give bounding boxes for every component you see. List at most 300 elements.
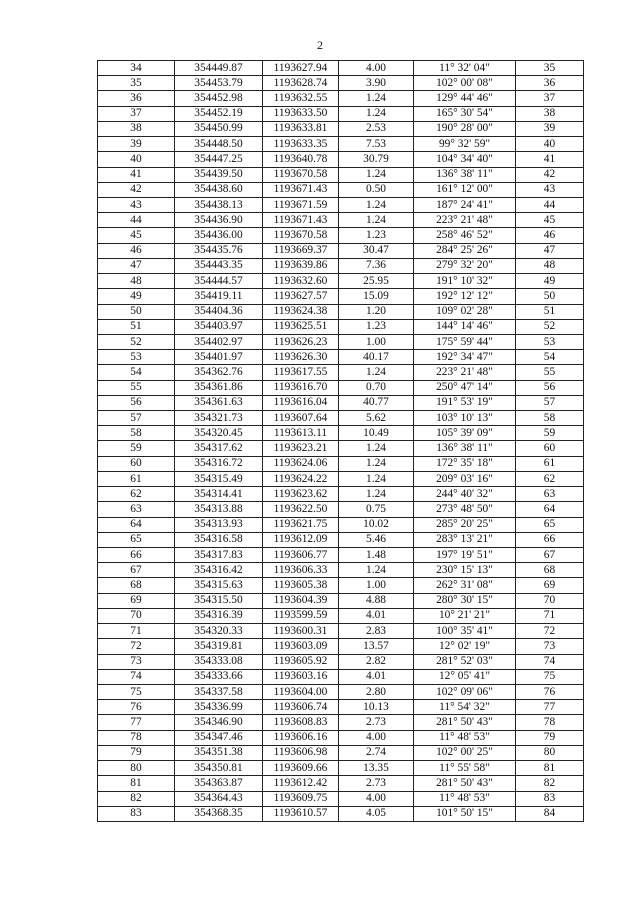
distance-cell: 1.20 <box>339 304 414 319</box>
distance-cell: 2.53 <box>339 121 414 136</box>
y-coordinate-cell: 1193609.75 <box>263 791 339 806</box>
next-point-cell: 48 <box>516 258 584 273</box>
bearing-cell: 12° 02' 19" <box>414 639 516 654</box>
table-row <box>98 471 584 486</box>
point-number-cell: 76 <box>98 700 175 715</box>
x-coordinate-cell: 354333.66 <box>175 669 263 684</box>
x-coordinate-cell: 354321.73 <box>175 411 263 426</box>
x-coordinate-cell: 354347.46 <box>175 730 263 745</box>
y-coordinate-cell: 1193616.70 <box>263 380 339 395</box>
distance-cell: 30.79 <box>339 152 414 167</box>
point-number-cell: 44 <box>98 213 175 228</box>
point-number-cell: 59 <box>98 441 175 456</box>
bearing-cell: 11° 55' 58" <box>414 761 516 776</box>
distance-cell: 4.88 <box>339 593 414 608</box>
bearing-cell: 165° 30' 54" <box>414 106 516 121</box>
table-row <box>98 274 584 289</box>
distance-cell: 10.49 <box>339 426 414 441</box>
y-coordinate-cell: 1193606.16 <box>263 730 339 745</box>
x-coordinate-cell: 354337.58 <box>175 684 263 699</box>
bearing-cell: 129° 44' 46" <box>414 91 516 106</box>
y-coordinate-cell: 1193626.30 <box>263 350 339 365</box>
y-coordinate-cell: 1193669.37 <box>263 243 339 258</box>
point-number-cell: 34 <box>98 61 175 76</box>
table-row <box>98 365 584 380</box>
x-coordinate-cell: 354316.42 <box>175 563 263 578</box>
table-row <box>98 776 584 791</box>
bearing-cell: 172° 35' 18" <box>414 456 516 471</box>
point-number-cell: 66 <box>98 548 175 563</box>
table-row <box>98 608 584 623</box>
bearing-cell: 223° 21' 48" <box>414 213 516 228</box>
next-point-cell: 38 <box>516 106 584 121</box>
next-point-cell: 44 <box>516 197 584 212</box>
point-number-cell: 45 <box>98 228 175 243</box>
y-coordinate-cell: 1193670.58 <box>263 167 339 182</box>
point-number-cell: 82 <box>98 791 175 806</box>
x-coordinate-cell: 354452.98 <box>175 91 263 106</box>
distance-cell: 2.80 <box>339 684 414 699</box>
point-number-cell: 65 <box>98 532 175 547</box>
y-coordinate-cell: 1193617.55 <box>263 365 339 380</box>
bearing-cell: 192° 12' 12" <box>414 289 516 304</box>
next-point-cell: 61 <box>516 456 584 471</box>
distance-cell: 40.77 <box>339 395 414 410</box>
table-row <box>98 669 584 684</box>
table-row <box>98 411 584 426</box>
distance-cell: 25.95 <box>339 274 414 289</box>
x-coordinate-cell: 354313.88 <box>175 502 263 517</box>
next-point-cell: 46 <box>516 228 584 243</box>
y-coordinate-cell: 1193640.78 <box>263 152 339 167</box>
table-row <box>98 350 584 365</box>
x-coordinate-cell: 354351.38 <box>175 745 263 760</box>
table-row <box>98 700 584 715</box>
point-number-cell: 74 <box>98 669 175 684</box>
distance-cell: 4.01 <box>339 669 414 684</box>
y-coordinate-cell: 1193606.74 <box>263 700 339 715</box>
next-point-cell: 66 <box>516 532 584 547</box>
table-row <box>98 487 584 502</box>
x-coordinate-cell: 354368.35 <box>175 806 263 821</box>
bearing-cell: 136° 38' 11" <box>414 441 516 456</box>
x-coordinate-cell: 354361.63 <box>175 395 263 410</box>
point-number-cell: 47 <box>98 258 175 273</box>
point-number-cell: 58 <box>98 426 175 441</box>
y-coordinate-cell: 1193603.16 <box>263 669 339 684</box>
bearing-cell: 283° 13' 21" <box>414 532 516 547</box>
point-number-cell: 50 <box>98 304 175 319</box>
bearing-cell: 281° 50' 43" <box>414 715 516 730</box>
table-row <box>98 395 584 410</box>
y-coordinate-cell: 1193622.50 <box>263 502 339 517</box>
point-number-cell: 42 <box>98 182 175 197</box>
distance-cell: 1.24 <box>339 471 414 486</box>
point-number-cell: 67 <box>98 563 175 578</box>
y-coordinate-cell: 1193632.60 <box>263 274 339 289</box>
table-row <box>98 91 584 106</box>
y-coordinate-cell: 1193624.22 <box>263 471 339 486</box>
bearing-cell: 258° 46' 52" <box>414 228 516 243</box>
x-coordinate-cell: 354401.97 <box>175 350 263 365</box>
bearing-cell: 190° 28' 00" <box>414 121 516 136</box>
x-coordinate-cell: 354361.86 <box>175 380 263 395</box>
x-coordinate-cell: 354438.60 <box>175 182 263 197</box>
point-number-cell: 35 <box>98 76 175 91</box>
bearing-cell: 191° 10' 32" <box>414 274 516 289</box>
point-number-cell: 60 <box>98 456 175 471</box>
x-coordinate-cell: 354316.72 <box>175 456 263 471</box>
distance-cell: 15.09 <box>339 289 414 304</box>
table-row <box>98 548 584 563</box>
bearing-cell: 223° 21' 48" <box>414 365 516 380</box>
table-row <box>98 715 584 730</box>
point-number-cell: 51 <box>98 319 175 334</box>
point-number-cell: 48 <box>98 274 175 289</box>
y-coordinate-cell: 1193633.35 <box>263 137 339 152</box>
y-coordinate-cell: 1193612.42 <box>263 776 339 791</box>
point-number-cell: 54 <box>98 365 175 380</box>
x-coordinate-cell: 354363.87 <box>175 776 263 791</box>
next-point-cell: 60 <box>516 441 584 456</box>
distance-cell: 1.24 <box>339 106 414 121</box>
next-point-cell: 68 <box>516 563 584 578</box>
y-coordinate-cell: 1193616.04 <box>263 395 339 410</box>
x-coordinate-cell: 354364.43 <box>175 791 263 806</box>
table-row <box>98 334 584 349</box>
next-point-cell: 70 <box>516 593 584 608</box>
table-row <box>98 304 584 319</box>
y-coordinate-cell: 1193610.57 <box>263 806 339 821</box>
bearing-cell: 136° 38' 11" <box>414 167 516 182</box>
x-coordinate-cell: 354336.99 <box>175 700 263 715</box>
next-point-cell: 43 <box>516 182 584 197</box>
next-point-cell: 42 <box>516 167 584 182</box>
table-row <box>98 76 584 91</box>
next-point-cell: 50 <box>516 289 584 304</box>
y-coordinate-cell: 1193633.81 <box>263 121 339 136</box>
y-coordinate-cell: 1193604.39 <box>263 593 339 608</box>
x-coordinate-cell: 354444.57 <box>175 274 263 289</box>
table-row <box>98 654 584 669</box>
next-point-cell: 35 <box>516 61 584 76</box>
y-coordinate-cell: 1193639.86 <box>263 258 339 273</box>
y-coordinate-cell: 1193632.55 <box>263 91 339 106</box>
table-row <box>98 639 584 654</box>
table-row <box>98 624 584 639</box>
x-coordinate-cell: 354346.90 <box>175 715 263 730</box>
bearing-cell: 209° 03' 16" <box>414 471 516 486</box>
next-point-cell: 79 <box>516 730 584 745</box>
next-point-cell: 36 <box>516 76 584 91</box>
table-row <box>98 182 584 197</box>
point-number-cell: 78 <box>98 730 175 745</box>
next-point-cell: 76 <box>516 684 584 699</box>
x-coordinate-cell: 354447.25 <box>175 152 263 167</box>
point-number-cell: 43 <box>98 197 175 212</box>
distance-cell: 0.50 <box>339 182 414 197</box>
point-number-cell: 56 <box>98 395 175 410</box>
y-coordinate-cell: 1193612.09 <box>263 532 339 547</box>
y-coordinate-cell: 1193606.33 <box>263 563 339 578</box>
bearing-cell: 197° 19' 51" <box>414 548 516 563</box>
next-point-cell: 52 <box>516 319 584 334</box>
bearing-cell: 192° 34' 47" <box>414 350 516 365</box>
y-coordinate-cell: 1193605.92 <box>263 654 339 669</box>
table-row <box>98 106 584 121</box>
next-point-cell: 83 <box>516 791 584 806</box>
table-row <box>98 593 584 608</box>
next-point-cell: 59 <box>516 426 584 441</box>
y-coordinate-cell: 1193625.51 <box>263 319 339 334</box>
bearing-cell: 12° 05' 41" <box>414 669 516 684</box>
table-row <box>98 137 584 152</box>
next-point-cell: 84 <box>516 806 584 821</box>
next-point-cell: 80 <box>516 745 584 760</box>
distance-cell: 4.00 <box>339 791 414 806</box>
point-number-cell: 37 <box>98 106 175 121</box>
next-point-cell: 63 <box>516 487 584 502</box>
table-row <box>98 761 584 776</box>
x-coordinate-cell: 354453.79 <box>175 76 263 91</box>
y-coordinate-cell: 1193603.09 <box>263 639 339 654</box>
point-number-cell: 83 <box>98 806 175 821</box>
bearing-cell: 109° 02' 28" <box>414 304 516 319</box>
bearing-cell: 161° 12' 00" <box>414 182 516 197</box>
next-point-cell: 37 <box>516 91 584 106</box>
next-point-cell: 54 <box>516 350 584 365</box>
table-row <box>98 456 584 471</box>
table-row <box>98 243 584 258</box>
next-point-cell: 40 <box>516 137 584 152</box>
next-point-cell: 81 <box>516 761 584 776</box>
point-number-cell: 49 <box>98 289 175 304</box>
x-coordinate-cell: 354315.49 <box>175 471 263 486</box>
table-row <box>98 319 584 334</box>
point-number-cell: 40 <box>98 152 175 167</box>
table-row <box>98 791 584 806</box>
distance-cell: 1.24 <box>339 365 414 380</box>
bearing-cell: 102° 00' 25" <box>414 745 516 760</box>
distance-cell: 1.24 <box>339 167 414 182</box>
x-coordinate-cell: 354316.58 <box>175 532 263 547</box>
y-coordinate-cell: 1193671.59 <box>263 197 339 212</box>
x-coordinate-cell: 354443.35 <box>175 258 263 273</box>
distance-cell: 4.01 <box>339 608 414 623</box>
table-row <box>98 289 584 304</box>
distance-cell: 0.70 <box>339 380 414 395</box>
point-number-cell: 61 <box>98 471 175 486</box>
table-row <box>98 502 584 517</box>
distance-cell: 2.83 <box>339 624 414 639</box>
distance-cell: 1.23 <box>339 319 414 334</box>
table-row <box>98 152 584 167</box>
bearing-cell: 187° 24' 41" <box>414 197 516 212</box>
table-row <box>98 806 584 821</box>
distance-cell: 2.73 <box>339 715 414 730</box>
next-point-cell: 78 <box>516 715 584 730</box>
table-row <box>98 258 584 273</box>
distance-cell: 13.57 <box>339 639 414 654</box>
bearing-cell: 104° 34' 40" <box>414 152 516 167</box>
y-coordinate-cell: 1193604.00 <box>263 684 339 699</box>
point-number-cell: 55 <box>98 380 175 395</box>
point-number-cell: 62 <box>98 487 175 502</box>
next-point-cell: 39 <box>516 121 584 136</box>
point-number-cell: 46 <box>98 243 175 258</box>
x-coordinate-cell: 354314.41 <box>175 487 263 502</box>
distance-cell: 2.74 <box>339 745 414 760</box>
distance-cell: 2.73 <box>339 776 414 791</box>
point-number-cell: 70 <box>98 608 175 623</box>
bearing-cell: 11° 54' 32" <box>414 700 516 715</box>
y-coordinate-cell: 1193627.57 <box>263 289 339 304</box>
distance-cell: 4.00 <box>339 730 414 745</box>
y-coordinate-cell: 1193599.59 <box>263 608 339 623</box>
next-point-cell: 72 <box>516 624 584 639</box>
x-coordinate-cell: 354320.33 <box>175 624 263 639</box>
table-row <box>98 197 584 212</box>
x-coordinate-cell: 354448.50 <box>175 137 263 152</box>
x-coordinate-cell: 354362.76 <box>175 365 263 380</box>
bearing-cell: 279° 32' 20" <box>414 258 516 273</box>
table-row <box>98 380 584 395</box>
y-coordinate-cell: 1193671.43 <box>263 182 339 197</box>
x-coordinate-cell: 354315.50 <box>175 593 263 608</box>
distance-cell: 4.00 <box>339 61 414 76</box>
y-coordinate-cell: 1193606.77 <box>263 548 339 563</box>
next-point-cell: 73 <box>516 639 584 654</box>
x-coordinate-cell: 354452.19 <box>175 106 263 121</box>
next-point-cell: 67 <box>516 548 584 563</box>
point-number-cell: 80 <box>98 761 175 776</box>
point-number-cell: 68 <box>98 578 175 593</box>
distance-cell: 30.47 <box>339 243 414 258</box>
bearing-cell: 284° 25' 26" <box>414 243 516 258</box>
distance-cell: 1.23 <box>339 228 414 243</box>
point-number-cell: 52 <box>98 334 175 349</box>
x-coordinate-cell: 354320.45 <box>175 426 263 441</box>
next-point-cell: 77 <box>516 700 584 715</box>
y-coordinate-cell: 1193633.50 <box>263 106 339 121</box>
x-coordinate-cell: 354317.83 <box>175 548 263 563</box>
bearing-cell: 144° 14' 46" <box>414 319 516 334</box>
next-point-cell: 55 <box>516 365 584 380</box>
point-number-cell: 38 <box>98 121 175 136</box>
table-row <box>98 563 584 578</box>
x-coordinate-cell: 354436.00 <box>175 228 263 243</box>
bearing-cell: 244° 40' 32" <box>414 487 516 502</box>
point-number-cell: 72 <box>98 639 175 654</box>
x-coordinate-cell: 354419.11 <box>175 289 263 304</box>
next-point-cell: 53 <box>516 334 584 349</box>
table-row <box>98 517 584 532</box>
next-point-cell: 41 <box>516 152 584 167</box>
point-number-cell: 79 <box>98 745 175 760</box>
table-row <box>98 426 584 441</box>
y-coordinate-cell: 1193613.11 <box>263 426 339 441</box>
next-point-cell: 65 <box>516 517 584 532</box>
x-coordinate-cell: 354350.81 <box>175 761 263 776</box>
distance-cell: 7.53 <box>339 137 414 152</box>
bearing-cell: 102° 09' 06" <box>414 684 516 699</box>
y-coordinate-cell: 1193609.66 <box>263 761 339 776</box>
distance-cell: 10.13 <box>339 700 414 715</box>
point-number-cell: 41 <box>98 167 175 182</box>
table-row <box>98 228 584 243</box>
distance-cell: 1.00 <box>339 334 414 349</box>
next-point-cell: 82 <box>516 776 584 791</box>
bearing-cell: 281° 52' 03" <box>414 654 516 669</box>
next-point-cell: 64 <box>516 502 584 517</box>
x-coordinate-cell: 354438.13 <box>175 197 263 212</box>
table-row <box>98 121 584 136</box>
y-coordinate-cell: 1193606.98 <box>263 745 339 760</box>
distance-cell: 1.24 <box>339 197 414 212</box>
bearing-cell: 191° 53' 19" <box>414 395 516 410</box>
bearing-cell: 11° 32' 04" <box>414 61 516 76</box>
page-number: 2 <box>317 38 323 52</box>
table-row <box>98 213 584 228</box>
bearing-cell: 250° 47' 14" <box>414 380 516 395</box>
table-row <box>98 730 584 745</box>
bearing-cell: 103° 10' 13" <box>414 411 516 426</box>
y-coordinate-cell: 1193608.83 <box>263 715 339 730</box>
bearing-cell: 11° 48' 53" <box>414 730 516 745</box>
x-coordinate-cell: 354315.63 <box>175 578 263 593</box>
x-coordinate-cell: 354319.81 <box>175 639 263 654</box>
bearing-cell: 273° 48' 50" <box>414 502 516 517</box>
y-coordinate-cell: 1193600.31 <box>263 624 339 639</box>
bearing-cell: 280° 30' 15" <box>414 593 516 608</box>
next-point-cell: 51 <box>516 304 584 319</box>
x-coordinate-cell: 354404.36 <box>175 304 263 319</box>
x-coordinate-cell: 354439.50 <box>175 167 263 182</box>
y-coordinate-cell: 1193621.75 <box>263 517 339 532</box>
point-number-cell: 73 <box>98 654 175 669</box>
distance-cell: 2.82 <box>339 654 414 669</box>
distance-cell: 5.46 <box>339 532 414 547</box>
distance-cell: 1.48 <box>339 548 414 563</box>
x-coordinate-cell: 354402.97 <box>175 334 263 349</box>
next-point-cell: 74 <box>516 654 584 669</box>
distance-cell: 1.24 <box>339 441 414 456</box>
distance-cell: 1.24 <box>339 91 414 106</box>
point-number-cell: 71 <box>98 624 175 639</box>
y-coordinate-cell: 1193623.62 <box>263 487 339 502</box>
bearing-cell: 281° 50' 43" <box>414 776 516 791</box>
x-coordinate-cell: 354449.87 <box>175 61 263 76</box>
x-coordinate-cell: 354333.08 <box>175 654 263 669</box>
coordinates-table-body <box>98 61 584 822</box>
point-number-cell: 75 <box>98 684 175 699</box>
distance-cell: 1.24 <box>339 456 414 471</box>
point-number-cell: 53 <box>98 350 175 365</box>
next-point-cell: 69 <box>516 578 584 593</box>
table-row <box>98 441 584 456</box>
table-row <box>98 578 584 593</box>
y-coordinate-cell: 1193626.23 <box>263 334 339 349</box>
distance-cell: 3.90 <box>339 76 414 91</box>
x-coordinate-cell: 354313.93 <box>175 517 263 532</box>
bearing-cell: 99° 32' 59" <box>414 137 516 152</box>
point-number-cell: 57 <box>98 411 175 426</box>
table-row <box>98 167 584 182</box>
distance-cell: 0.75 <box>339 502 414 517</box>
y-coordinate-cell: 1193607.64 <box>263 411 339 426</box>
y-coordinate-cell: 1193624.38 <box>263 304 339 319</box>
distance-cell: 5.62 <box>339 411 414 426</box>
